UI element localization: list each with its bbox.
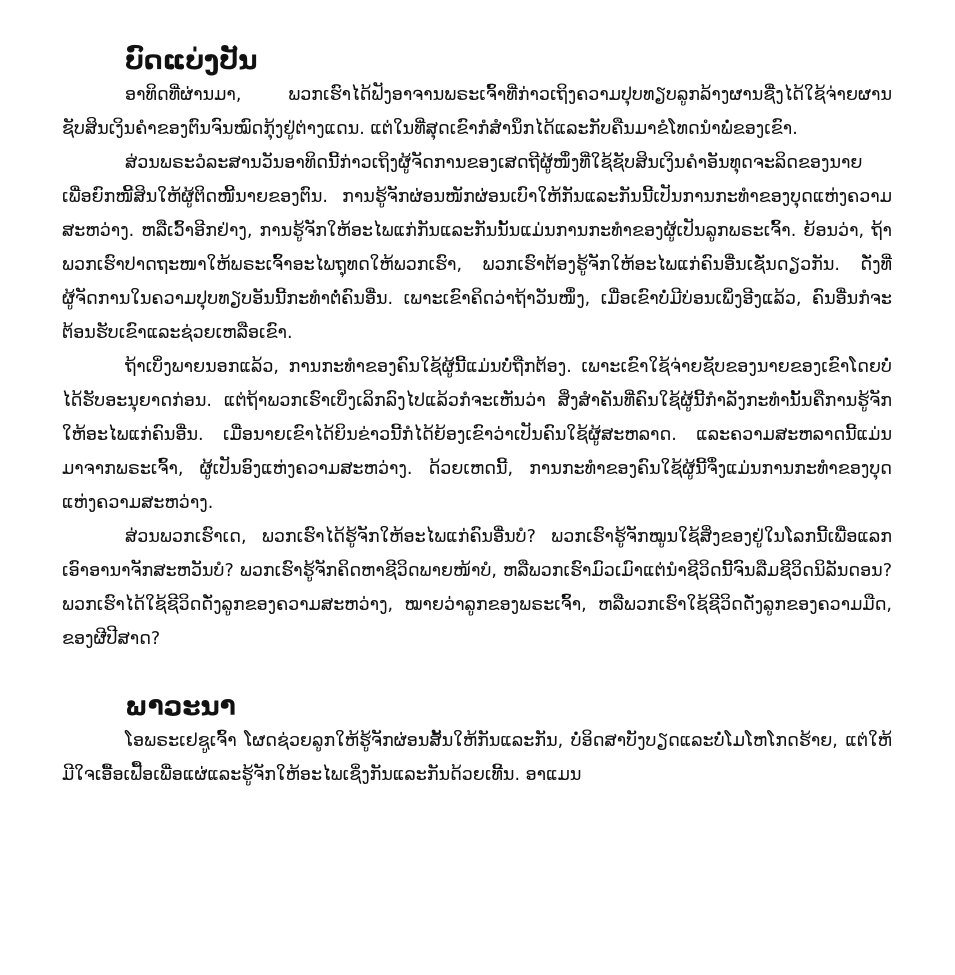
- reflection-heading: ບົດແບ່ງປັນ: [125, 46, 258, 76]
- reflection-paragraph-4: ສ່ວນພວກເຮົາເດ, ພວກເຮົາໄດ້ຮູ້ຈັກໃຫ້ອະໄພແກ່ຄົນອື່ນບໍ? ພວກເຮົາຮູ້ຈັກໝູນໃຊ້ສິ່ງຂອງຢູ່ໃນໂລກນີ້ເພື່ອແລກເອົາອານາຈັກສະຫວັນບໍ? ພວກເຮົາຮູ້ຈັກຄິດຫາຊີວິດພາຍໜ້າບໍ, ຫລືພວກເຮົາມົວເມົາແຕ່ນຳຊີວິດນີ້ຈົນລືມຊີວິດນິລັນດອນ? ພວກເຮົາໄດ້ໃຊ້ຊີວິດດັ່ງລູກຂອງຄວາມສະຫວ່າງ, ໝາຍວ່າລູກຂອງພຣະເຈົ້າ, ຫລືພວກເຮົາໃຊ້ຊີວິດດັ່ງລູກຂອງຄວາມມືດ, ຂອງຜີປີສາດ?: [62, 527, 892, 649]
- prayer-paragraph: ໂອພຣະເຢຊູເຈົ້າ ໂຜດຊ່ວຍລູກໃຫ້ຮູ້ຈັກຜ່ອນສັ້ນໃຫ້ກັນແລະກັນ, ບໍ່ອິດສາບັງບຽດແລະບໍ່ໂມໂຫໂກດຮ້າຍ, ແຕ່ໃຫ້ມີໃຈເອື້ອເຟື້ອເພື່ອແຜ່ແລະຮູ້ຈັກໃຫ້ອະໄພເຊິ່ງກັນແລະກັນດ້ວຍເທີ້ນ. ອາແມນ: [62, 731, 892, 785]
- prayer-heading: ພາວະນາ: [125, 692, 236, 722]
- section-spacer: [62, 656, 892, 690]
- prayer-section: [62, 690, 892, 792]
- reflection-section: [62, 44, 892, 656]
- reflection-paragraph-3: ຖ້າເບິ່ງພາຍນອກແລ້ວ, ການກະທຳຂອງຄົນໃຊ້ຜູ້ນີ້ແມ່ນບໍ່ຖືກຕ້ອງ. ເພາະເຂົາໃຊ້ຈ່າຍຊັບຂອງນາຍຂອງເຂົາໂດຍບໍ່ໄດ້ຮັບອະນຸຍາດກ່ອນ. ແຕ່ຖ້າພວກເຮົາເບິ່ງເລິກລົງໄປແລ້ວກໍຈະເຫັນວ່າ ສິ່ງສຳຄັນທີ່ຄົນໃຊ້ຜູ້ນີ້ກຳລັງກະທຳນັ້ນຄືການຮູ້ຈັກໃຫ້ອະໄພແກ່ຄົນອື່ນ. ເມື່ອນາຍເຂົາໄດ້ຍິນຂ່າວນີ້ກໍໄດ້ຍ້ອງເຂົາວ່າເປັນຄົນໃຊ້ຜູ້ສະຫລາດ. ແລະຄວາມສະຫລາດນີ້ແມ່ນມາຈາກພຣະເຈົ້າ, ຜູ້ເປັນອົງແຫ່ງຄວາມສະຫວ່າງ. ດ້ວຍເຫດນີ້, ການກະທຳຂອງຄົນໃຊ້ຜູ້ນີ້ຈຶ່ງແມ່ນການກະທຳຂອງບຸດແຫ່ງຄວາມສະຫວ່າງ.: [62, 357, 892, 513]
- document-page: [62, 44, 892, 792]
- reflection-paragraph-1: ອາທິດທີ່ຜ່ານມາ, ພວກເຮົາໄດ້ຟັງອາຈານພຣະເຈົ້າທີ່ກ່າວເຖິງຄວາມປຸບທຽບລູກລ້າງຜານຊື່ງໄດ້ໃຊ້ຈ່າຍຜານຊັບສິນເງິນຄຳຂອງຕົນຈົນໝົດກຸ້ງຢູ່ຕ່າງແດນ. ແຕ່ໃນທີ່ສຸດເຂົາກໍສຳນຶກໄດ້ແລະກັບຄືນມາຂໍໂທດນຳພໍ່ຂອງເຂົາ.: [62, 85, 892, 139]
- reflection-paragraph-2: ສ່ວນພຣະວໍລະສານວັນອາທິດນີ້ກ່າວເຖິງຜູ້ຈັດການຂອງເສດຖີຜູ້ໜຶ່ງທີ່ໃຊ້ຊັບສິນເງິນຄຳອັນທຸດຈະລິດຂອງນາຍ ເພື່ອຍົກໜີ້ສິນໃຫ້ຜູ້ຕິດໜີ້ນາຍຂອງຕົນ. ການຮູ້ຈັກຜ່ອນໜັກຜ່ອນເບົາໃຫ້ກັນແລະກັນນີ້ເປັນການກະທຳຂອງບຸດແຫ່ງຄວາມສະຫວ່າງ. ຫລືເວົ້າອີກຢ່າງ, ການຮູ້ຈັກໃຫ້ອະໄພແກ່ກັນແລະກັນນັ້ນແມ່ນການກະທຳຂອງຜູ້ເປັນລູກພຣະເຈົ້າ. ຍ້ອນວ່າ, ຖ້າພວກເຮົາປາດຖະໜາໃຫ້ພຣະເຈົ້າອະໄພຖຸທດໃຫ້ພວກເຮົາ, ພວກເຮົາຕ້ອງຮູ້ຈັກໃຫ້ອະໄພແກ່ຄົນອື່ນເຊັ່ນດຽວກັນ. ດັ່ງທີ່ຜູ້ຈັດການໃນຄວາມປຸບທຽບອັນນີ້ກະທຳຕໍ່ຄົນອື່ນ. ເພາະເຂົາຄິດວ່າຖ້າວັນໜຶ່ງ, ເມື່ອເຂົາບໍ່ມີບ່ອນເພິ່ງອີງແລ້ວ, ຄົນອື່ນກໍຈະຕ້ອນຮັບເຂົາແລະຊ່ວຍເຫລືອເຂົາ.: [62, 153, 892, 343]
